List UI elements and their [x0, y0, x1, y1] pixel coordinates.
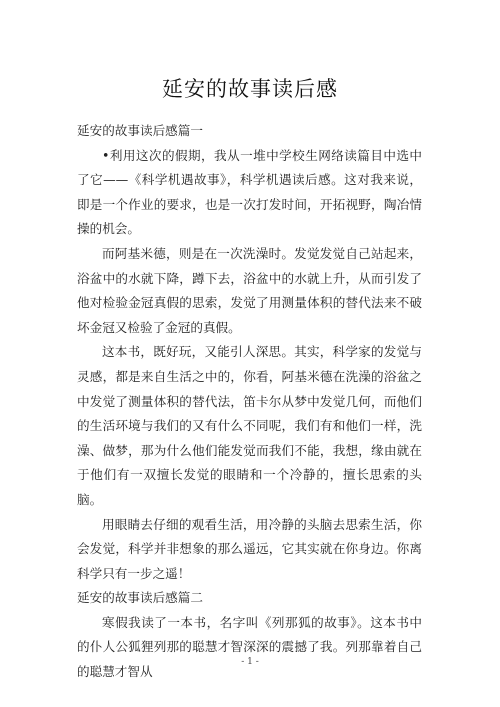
page-number: - 1 -	[241, 657, 259, 667]
section-heading: 延安的故事读后感篇二	[77, 590, 203, 606]
paragraph: 这本书，既好玩，又能引人深思。其实，科学家的发觉与灵感，都是来自生活之中的，你看，阿基米德在洗澡的浴盆之中发觉了测量体积的替代法，笛卡尔从梦中发觉几何，而他们的生活环境与我们的又有什么不同呢，我们有和他们一样，洗澡、做梦，那为什么他们能发觉而我们不能，我想，缘由就在于他们有一双擅长发觉的眼睛和一个冷静的，擅长思索的头脑。	[77, 344, 422, 507]
paragraph: 寒假我读了一本书，名字叫《列那狐的故事》。这本书中的仆人公狐狸列那的聪慧才智深深的震撼了我。列那靠着自己的聪慧才智从	[77, 614, 422, 680]
section-heading: 延安的故事读后感篇一	[77, 123, 203, 138]
document-title: 延安的故事读后感	[162, 77, 338, 101]
document-body	[77, 119, 422, 685]
paragraph: •利用这次的假期，我从一堆中学校生网络读篇目中选中了它——《科学机遇故事》，科学机遇读后感。这对我来说，即是一个作业的要求，也是一次打发时间，开拓视野，陶冶情操的机会。	[77, 147, 422, 237]
paragraph: 而阿基米德，则是在一次洗澡时。发觉发觉自己站起来，浴盆中的水就下降，蹲下去，浴盆中的水就上升，从而引发了他对检验金冠真假的思索，发觉了用测量体积的替代法来不破坏金冠又检验了金冠的真假。	[77, 245, 422, 335]
paragraph: 用眼睛去仔细的观看生活，用冷静的头脑去思索生活，你会发觉，科学并非想象的那么遥远，它其实就在你身边。你离科学只有一步之遥！	[77, 516, 422, 581]
